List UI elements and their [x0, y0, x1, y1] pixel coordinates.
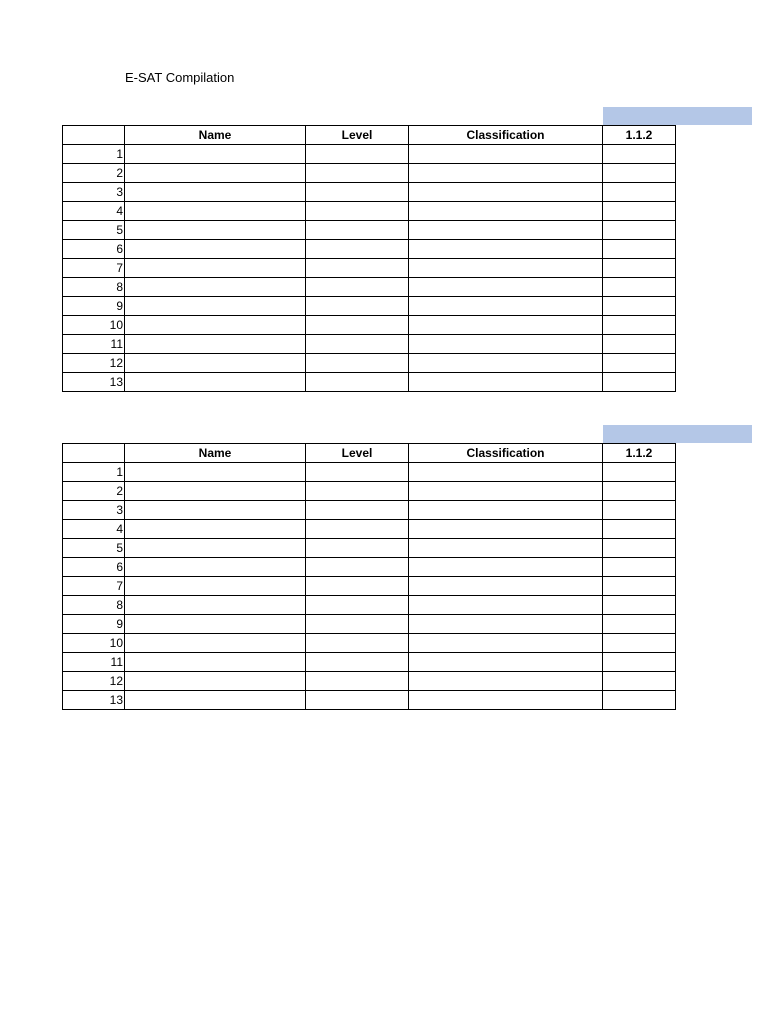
code-cell[interactable]: [603, 354, 676, 373]
code-cell[interactable]: [603, 164, 676, 183]
classification-cell[interactable]: [409, 278, 603, 297]
code-cell[interactable]: [603, 634, 676, 653]
row-number: 11: [63, 335, 125, 354]
name-cell[interactable]: [125, 520, 306, 539]
row-number: 9: [63, 615, 125, 634]
level-cell[interactable]: [306, 577, 409, 596]
level-cell[interactable]: [306, 558, 409, 577]
code-cell[interactable]: [603, 183, 676, 202]
level-cell[interactable]: [306, 463, 409, 482]
row-number: 10: [63, 316, 125, 335]
header-name: Name: [125, 444, 306, 463]
highlight-bar: [603, 425, 752, 443]
row-number: 9: [63, 297, 125, 316]
name-cell[interactable]: [125, 145, 306, 164]
header-classification: Classification: [409, 444, 603, 463]
row-number: 2: [63, 482, 125, 501]
row-number: 3: [63, 501, 125, 520]
level-cell[interactable]: [306, 183, 409, 202]
table-row: [63, 672, 676, 691]
name-cell[interactable]: [125, 539, 306, 558]
name-cell[interactable]: [125, 354, 306, 373]
name-cell[interactable]: [125, 164, 306, 183]
classification-cell[interactable]: [409, 164, 603, 183]
name-cell[interactable]: [125, 691, 306, 710]
esat-table-2: [62, 443, 676, 710]
row-number: 8: [63, 596, 125, 615]
level-cell[interactable]: [306, 316, 409, 335]
code-cell[interactable]: [603, 653, 676, 672]
table-row: [63, 221, 676, 240]
table-row: [63, 354, 676, 373]
classification-cell[interactable]: [409, 316, 603, 335]
table-row: [63, 539, 676, 558]
table-row: [63, 558, 676, 577]
classification-cell[interactable]: [409, 221, 603, 240]
classification-cell[interactable]: [409, 482, 603, 501]
classification-cell[interactable]: [409, 558, 603, 577]
table-row: [63, 297, 676, 316]
level-cell[interactable]: [306, 482, 409, 501]
name-cell[interactable]: [125, 240, 306, 259]
table-row: [63, 520, 676, 539]
table-header-row: [63, 444, 676, 463]
table-row: [63, 278, 676, 297]
name-cell[interactable]: [125, 316, 306, 335]
code-cell[interactable]: [603, 539, 676, 558]
name-cell[interactable]: [125, 373, 306, 392]
classification-cell[interactable]: [409, 596, 603, 615]
header-number: [63, 126, 125, 145]
table-row: [63, 596, 676, 615]
table-row: [63, 164, 676, 183]
table-row: [63, 501, 676, 520]
level-cell[interactable]: [306, 539, 409, 558]
code-cell[interactable]: [603, 297, 676, 316]
code-cell[interactable]: [603, 558, 676, 577]
table-row: [63, 653, 676, 672]
level-cell[interactable]: [306, 259, 409, 278]
level-cell[interactable]: [306, 373, 409, 392]
level-cell[interactable]: [306, 240, 409, 259]
classification-cell[interactable]: [409, 577, 603, 596]
row-number: 8: [63, 278, 125, 297]
table-row: [63, 615, 676, 634]
code-cell[interactable]: [603, 520, 676, 539]
name-cell[interactable]: [125, 183, 306, 202]
name-cell[interactable]: [125, 672, 306, 691]
classification-cell[interactable]: [409, 463, 603, 482]
table-row: [63, 463, 676, 482]
row-number: 10: [63, 634, 125, 653]
table-row: [63, 482, 676, 501]
header-level: Level: [306, 444, 409, 463]
row-number: 7: [63, 259, 125, 278]
table-header-row: [63, 126, 676, 145]
row-number: 12: [63, 354, 125, 373]
table-row: [63, 202, 676, 221]
name-cell[interactable]: [125, 615, 306, 634]
level-cell[interactable]: [306, 615, 409, 634]
classification-cell[interactable]: [409, 183, 603, 202]
name-cell[interactable]: [125, 278, 306, 297]
classification-cell[interactable]: [409, 672, 603, 691]
row-number: 5: [63, 539, 125, 558]
code-cell[interactable]: [603, 145, 676, 164]
row-number: 2: [63, 164, 125, 183]
classification-cell[interactable]: [409, 145, 603, 164]
classification-cell[interactable]: [409, 615, 603, 634]
name-cell[interactable]: [125, 297, 306, 316]
name-cell[interactable]: [125, 596, 306, 615]
row-number: 5: [63, 221, 125, 240]
name-cell[interactable]: [125, 202, 306, 221]
name-cell[interactable]: [125, 463, 306, 482]
code-cell[interactable]: [603, 501, 676, 520]
header-code: 1.1.2: [603, 126, 676, 145]
classification-cell[interactable]: [409, 297, 603, 316]
classification-cell[interactable]: [409, 691, 603, 710]
page-title: E-SAT Compilation: [125, 70, 235, 85]
header-code: 1.1.2: [603, 444, 676, 463]
table-row: [63, 316, 676, 335]
row-number: 1: [63, 463, 125, 482]
code-cell[interactable]: [603, 335, 676, 354]
classification-cell[interactable]: [409, 202, 603, 221]
table-row: [63, 240, 676, 259]
code-cell[interactable]: [603, 373, 676, 392]
level-cell[interactable]: [306, 164, 409, 183]
table-row: [63, 259, 676, 278]
code-cell[interactable]: [603, 482, 676, 501]
row-number: 1: [63, 145, 125, 164]
table-row: [63, 691, 676, 710]
level-cell[interactable]: [306, 691, 409, 710]
level-cell[interactable]: [306, 596, 409, 615]
highlight-bar: [603, 107, 752, 125]
code-cell[interactable]: [603, 615, 676, 634]
level-cell[interactable]: [306, 221, 409, 240]
level-cell[interactable]: [306, 335, 409, 354]
row-number: 6: [63, 240, 125, 259]
name-cell[interactable]: [125, 634, 306, 653]
header-number: [63, 444, 125, 463]
code-cell[interactable]: [603, 577, 676, 596]
name-cell[interactable]: [125, 335, 306, 354]
code-cell[interactable]: [603, 672, 676, 691]
classification-cell[interactable]: [409, 501, 603, 520]
table-row: [63, 577, 676, 596]
header-classification: Classification: [409, 126, 603, 145]
table-row: [63, 373, 676, 392]
classification-cell[interactable]: [409, 354, 603, 373]
table-row: [63, 634, 676, 653]
row-number: 7: [63, 577, 125, 596]
classification-cell[interactable]: [409, 240, 603, 259]
level-cell[interactable]: [306, 354, 409, 373]
code-cell[interactable]: [603, 463, 676, 482]
name-cell[interactable]: [125, 259, 306, 278]
name-cell[interactable]: [125, 482, 306, 501]
code-cell[interactable]: [603, 316, 676, 335]
name-cell[interactable]: [125, 221, 306, 240]
classification-cell[interactable]: [409, 335, 603, 354]
row-number: 12: [63, 672, 125, 691]
table-row: [63, 335, 676, 354]
row-number: 6: [63, 558, 125, 577]
code-cell[interactable]: [603, 202, 676, 221]
classification-cell[interactable]: [409, 634, 603, 653]
level-cell[interactable]: [306, 202, 409, 221]
row-number: 3: [63, 183, 125, 202]
classification-cell[interactable]: [409, 520, 603, 539]
name-cell[interactable]: [125, 501, 306, 520]
esat-table-1: [62, 125, 676, 392]
level-cell[interactable]: [306, 672, 409, 691]
code-cell[interactable]: [603, 596, 676, 615]
table-row: [63, 183, 676, 202]
code-cell[interactable]: [603, 240, 676, 259]
header-name: Name: [125, 126, 306, 145]
row-number: 11: [63, 653, 125, 672]
level-cell[interactable]: [306, 653, 409, 672]
level-cell[interactable]: [306, 520, 409, 539]
code-cell[interactable]: [603, 691, 676, 710]
level-cell[interactable]: [306, 297, 409, 316]
row-number: 4: [63, 520, 125, 539]
row-number: 13: [63, 373, 125, 392]
row-number: 13: [63, 691, 125, 710]
classification-cell[interactable]: [409, 539, 603, 558]
name-cell[interactable]: [125, 577, 306, 596]
code-cell[interactable]: [603, 221, 676, 240]
level-cell[interactable]: [306, 278, 409, 297]
classification-cell[interactable]: [409, 373, 603, 392]
code-cell[interactable]: [603, 259, 676, 278]
name-cell[interactable]: [125, 653, 306, 672]
level-cell[interactable]: [306, 145, 409, 164]
level-cell[interactable]: [306, 634, 409, 653]
classification-cell[interactable]: [409, 259, 603, 278]
classification-cell[interactable]: [409, 653, 603, 672]
name-cell[interactable]: [125, 558, 306, 577]
header-level: Level: [306, 126, 409, 145]
row-number: 4: [63, 202, 125, 221]
level-cell[interactable]: [306, 501, 409, 520]
code-cell[interactable]: [603, 278, 676, 297]
table-row: [63, 145, 676, 164]
